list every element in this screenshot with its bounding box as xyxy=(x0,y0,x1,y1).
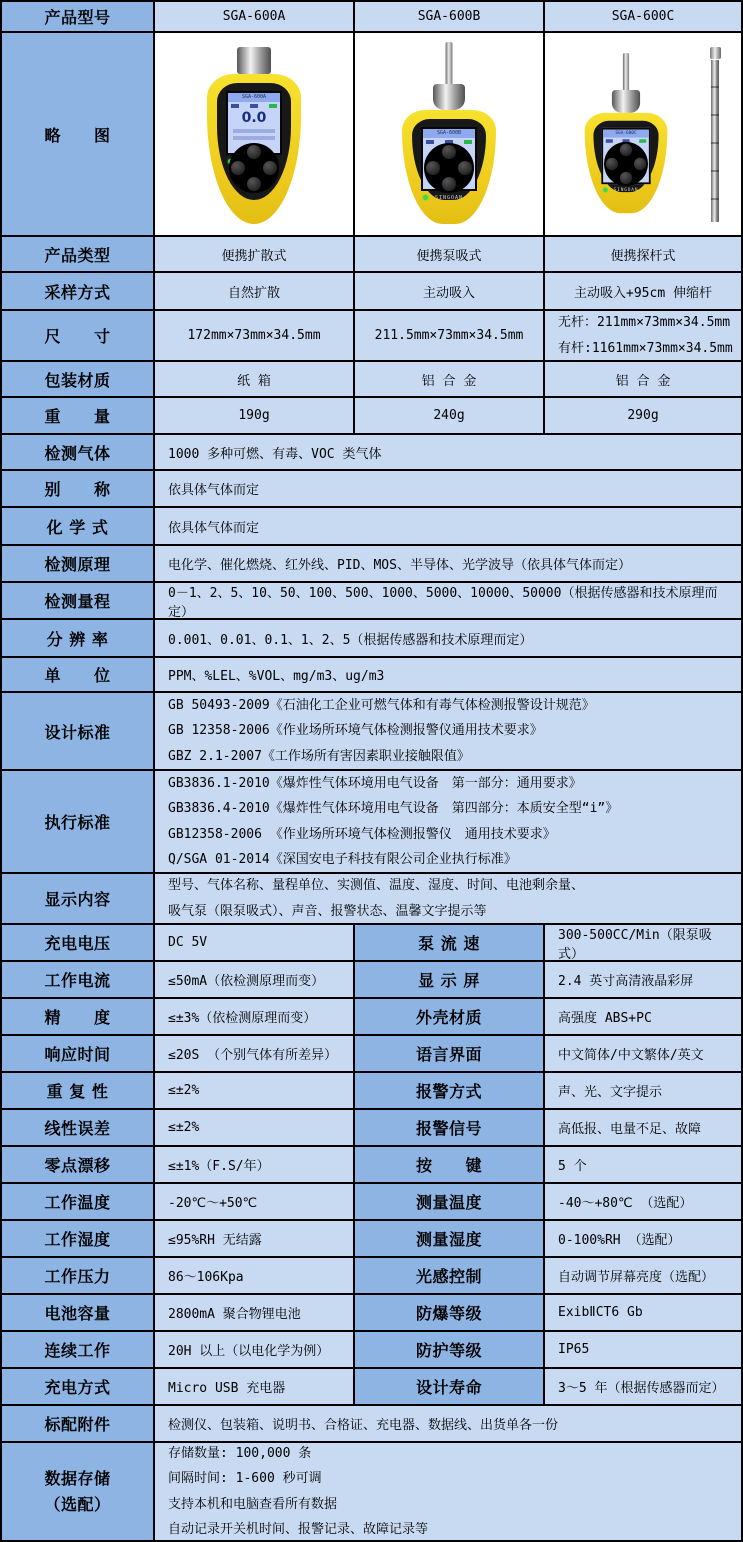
sensor-cap xyxy=(237,47,271,74)
accessories-value: 检测仪、包装箱、说明书、合格证、充电器、数据线、出货单各一份 xyxy=(155,1406,743,1443)
battery-capacity-value: 2800mA 聚合物锂电池 xyxy=(155,1295,355,1332)
row-exec-standard xyxy=(2,771,743,874)
row-data-storage xyxy=(2,1443,743,1542)
row-alias xyxy=(2,471,743,508)
row-chemical-formula xyxy=(2,508,743,546)
row-design-standard xyxy=(2,693,743,771)
charge-voltage-value: DC 5V xyxy=(155,925,355,962)
working-current-value: ≤50mA（依检测原理而变） xyxy=(155,962,355,999)
detection-range-value: 0－1、2、5、10、50、100、500、1000、5000、10000、50000（根据传感器和技术原理而定） xyxy=(155,583,743,620)
unit-label: 单 位 xyxy=(2,658,155,693)
row-sketch xyxy=(2,33,743,237)
row-detected-gas xyxy=(2,435,743,471)
weight-b: 240g xyxy=(355,398,545,435)
keypad xyxy=(229,143,279,193)
key-up xyxy=(619,144,631,156)
charge-voltage-label: 充电电压 xyxy=(2,925,155,962)
screen-model-text: SGA-600A xyxy=(228,93,280,102)
model-c-header: SGA-600C xyxy=(545,2,743,33)
explosion-proof-label: 防爆等级 xyxy=(355,1295,545,1332)
charge-method-value: Micro USB 充电器 xyxy=(155,1369,355,1406)
dimensions-c-rod: 有杆:1161mm×73mm×34.5mm xyxy=(558,340,733,356)
working-current-label: 工作电流 xyxy=(2,962,155,999)
row-working-pressure xyxy=(2,1258,743,1295)
row-response-time xyxy=(2,1036,743,1073)
sampling-probe xyxy=(622,53,628,92)
design-standard-line: GB 12358-2006《作业场所环境气体检测报警仪通用技术要求》 xyxy=(168,723,543,739)
battery-capacity-label: 电池容量 xyxy=(2,1295,155,1332)
gas-detector-pump xyxy=(389,42,509,226)
row-accuracy xyxy=(2,999,743,1036)
measure-temp-value: -40～+80℃ （选配） xyxy=(545,1184,743,1221)
weight-label: 重 量 xyxy=(2,398,155,435)
device-body xyxy=(584,113,667,213)
screen-model-text: SGA-600C xyxy=(603,130,649,138)
working-temp-label: 工作温度 xyxy=(2,1184,155,1221)
chemical-formula-label: 化 学 式 xyxy=(2,508,155,546)
product-type-b: 便携泵吸式 xyxy=(355,237,545,273)
data-storage-label-line: 数据存储 xyxy=(44,1469,111,1489)
buttons-label: 按 键 xyxy=(355,1147,545,1184)
row-display-content xyxy=(2,874,743,925)
display-content-line: 型号、气体名称、量程单位、实测值、温度、湿度、时间、电池剩余量、 xyxy=(168,878,585,894)
device-face xyxy=(412,119,486,200)
repeatability-label: 重 复 性 xyxy=(2,1073,155,1110)
key-left xyxy=(231,161,245,175)
light-control-value: 自动调节屏幕亮度（选配） xyxy=(545,1258,743,1295)
dimensions-b: 211.5mm×73mm×34.5mm xyxy=(355,311,545,362)
pump-speed-value: 300-500CC/Min（限泵吸式） xyxy=(545,925,743,962)
design-life-value: 3～5 年（根据传感器而定） xyxy=(545,1369,743,1406)
display-content-value xyxy=(155,874,743,925)
row-detection-range xyxy=(2,583,743,620)
detection-principle-label: 检测原理 xyxy=(2,546,155,583)
device-image-b xyxy=(355,33,545,237)
sampling-c: 主动吸入+95cm 伸缩杆 xyxy=(545,273,743,311)
data-storage-line: 间隔时间: 1-600 秒可调 xyxy=(168,1471,322,1487)
data-storage-label xyxy=(2,1443,155,1542)
design-standard-line: GB 50493-2009《石油化工企业可燃气体和有毒气体检测报警设计规范》 xyxy=(168,697,595,713)
buttons-value: 5 个 xyxy=(545,1147,743,1184)
product-type-a: 便携扩散式 xyxy=(155,237,355,273)
data-storage-label-line: （选配） xyxy=(44,1494,111,1514)
working-humidity-value: ≤95%RH 无结露 xyxy=(155,1221,355,1258)
telescopic-rod xyxy=(710,47,721,222)
row-resolution xyxy=(2,620,743,658)
explosion-proof-value: ExibⅡCT6 Gb xyxy=(545,1295,743,1332)
row-working-temp xyxy=(2,1184,743,1221)
zero-drift-value: ≤±1%（F.S/年） xyxy=(155,1147,355,1184)
row-packaging xyxy=(2,362,743,398)
display-content-line: 吸气泵（限泵吸式）、声音、报警状态、温馨文字提示等 xyxy=(168,903,487,919)
display-screen-value: 2.4 英寸高清液晶彩屏 xyxy=(545,962,743,999)
accuracy-label: 精 度 xyxy=(2,999,155,1036)
alias-label: 别 称 xyxy=(2,471,155,508)
row-repeatability xyxy=(2,1073,743,1110)
packaging-b: 铝 合 金 xyxy=(355,362,545,398)
sampling-method-label: 采样方式 xyxy=(2,273,155,311)
display-content-label: 显示内容 xyxy=(2,874,155,925)
shell-material-label: 外壳材质 xyxy=(355,999,545,1036)
exec-standard-line: GB3836.4-2010《爆炸性气体环境用电气设备 第四部分：本质安全型“i”》 xyxy=(168,801,619,817)
row-charge-method xyxy=(2,1369,743,1406)
key-right xyxy=(633,158,645,170)
pump-speed-label: 泵 流 速 xyxy=(355,925,545,962)
row-unit xyxy=(2,658,743,693)
row-linearity-error xyxy=(2,1110,743,1147)
key-left xyxy=(426,161,440,175)
device-face xyxy=(593,121,658,192)
unit-value: PPM、%LEL、%VOL、mg/m3、ug/m3 xyxy=(155,658,743,693)
detected-gas-label: 检测气体 xyxy=(2,435,155,471)
measure-humidity-label: 测量湿度 xyxy=(355,1221,545,1258)
key-right xyxy=(263,161,277,175)
key-down xyxy=(442,177,456,191)
row-product-model xyxy=(2,2,743,33)
weight-a: 190g xyxy=(155,398,355,435)
screen-model-text: SGA-600B xyxy=(423,129,475,138)
design-life-label: 设计寿命 xyxy=(355,1369,545,1406)
response-time-label: 响应时间 xyxy=(2,1036,155,1073)
display-screen-label: 显 示 屏 xyxy=(355,962,545,999)
exec-standard-value xyxy=(155,771,743,874)
key-up xyxy=(442,145,456,159)
exec-standard-label: 执行标准 xyxy=(2,771,155,874)
row-accessories xyxy=(2,1406,743,1443)
linearity-error-value: ≤±2% xyxy=(155,1110,355,1147)
protection-level-label: 防护等级 xyxy=(355,1332,545,1369)
zero-drift-label: 零点漂移 xyxy=(2,1147,155,1184)
sampling-b: 主动吸入 xyxy=(355,273,545,311)
keypad xyxy=(424,143,474,193)
measure-humidity-value: 0-100%RH （选配） xyxy=(545,1221,743,1258)
device-body xyxy=(402,110,496,224)
row-dimensions xyxy=(2,311,743,362)
linearity-error-label: 线性误差 xyxy=(2,1110,155,1147)
product-model-label: 产品型号 xyxy=(2,2,155,33)
screen-reading: 0.0 xyxy=(241,110,267,126)
accessories-label: 标配附件 xyxy=(2,1406,155,1443)
product-type-label: 产品类型 xyxy=(2,237,155,273)
model-a-header: SGA-600A xyxy=(155,2,355,33)
row-zero-drift xyxy=(2,1147,743,1184)
rod-tip xyxy=(710,47,721,59)
gas-detector-probe-rod xyxy=(573,53,679,215)
row-charge-voltage xyxy=(2,925,743,962)
measure-temp-label: 测量温度 xyxy=(355,1184,545,1221)
key-down xyxy=(619,172,631,184)
alarm-signal-value: 高低报、电量不足、故障 xyxy=(545,1110,743,1147)
screen-info-row xyxy=(233,136,275,140)
sampling-a: 自然扩散 xyxy=(155,273,355,311)
device-image-c xyxy=(545,33,743,237)
alarm-mode-value: 声、光、文字提示 xyxy=(545,1073,743,1110)
packaging-c: 铝 合 金 xyxy=(545,362,743,398)
screen-status-icons xyxy=(231,103,277,108)
device-body xyxy=(207,74,301,224)
row-product-type xyxy=(2,237,743,273)
keypad xyxy=(604,142,648,186)
rod-shaft xyxy=(711,60,719,222)
resolution-label: 分 辨 率 xyxy=(2,620,155,658)
exec-standard-line: Q/SGA 01-2014《深国安电子科技有限公司企业执行标准》 xyxy=(168,851,517,867)
row-battery-capacity xyxy=(2,1295,743,1332)
data-storage-line: 支持本机和电脑查看所有数据 xyxy=(168,1496,338,1512)
sampling-probe xyxy=(446,42,453,86)
light-control-label: 光感控制 xyxy=(355,1258,545,1295)
response-time-value: ≤20S （个别气体有所差异） xyxy=(155,1036,355,1073)
row-sampling-method xyxy=(2,273,743,311)
design-standard-line: GBZ 2.1-2007《工作场所有害因素职业接触限值》 xyxy=(168,748,470,764)
gas-detector-diffusion xyxy=(194,42,314,226)
model-b-header: SGA-600B xyxy=(355,2,545,33)
device-face xyxy=(217,83,291,200)
weight-c: 290g xyxy=(545,398,743,435)
protection-level-value: IP65 xyxy=(545,1332,743,1369)
chemical-formula-value: 依具体气体而定 xyxy=(155,508,743,546)
language-label: 语言界面 xyxy=(355,1036,545,1073)
sensor-cap xyxy=(611,90,639,113)
dimensions-label: 尺 寸 xyxy=(2,311,155,362)
key-up xyxy=(247,145,261,159)
screen-info-row xyxy=(233,129,275,133)
alias-value: 依具体气体而定 xyxy=(155,471,743,508)
row-continuous-work xyxy=(2,1332,743,1369)
sensor-cap xyxy=(433,84,465,110)
alarm-mode-label: 报警方式 xyxy=(355,1073,545,1110)
accuracy-value: ≤±3%（依检测原理而变） xyxy=(155,999,355,1036)
design-standard-value xyxy=(155,693,743,771)
dimensions-c-norod: 无杆：211mm×73mm×34.5mm xyxy=(558,315,731,331)
charge-method-label: 充电方式 xyxy=(2,1369,155,1406)
working-pressure-value: 86～106Kpa xyxy=(155,1258,355,1295)
dimensions-a: 172mm×73mm×34.5mm xyxy=(155,311,355,362)
continuous-work-value: 20H 以上（以电化学为例） xyxy=(155,1332,355,1369)
row-detection-principle xyxy=(2,546,743,583)
packaging-a: 纸 箱 xyxy=(155,362,355,398)
continuous-work-label: 连续工作 xyxy=(2,1332,155,1369)
key-down xyxy=(247,177,261,191)
key-left xyxy=(605,158,617,170)
data-storage-value xyxy=(155,1443,743,1542)
design-standard-label: 设计标准 xyxy=(2,693,155,771)
sketch-label: 略 图 xyxy=(2,33,155,237)
brand-label: SINGOAN xyxy=(434,195,464,201)
device-image-a xyxy=(155,33,355,237)
data-storage-line: 存储数量: 100,000 条 xyxy=(168,1445,312,1461)
resolution-value: 0.001、0.01、0.1、1、2、5（根据传感器和技术原理而定） xyxy=(155,620,743,658)
exec-standard-line: GB3836.1-2010《爆炸性气体环境用电气设备 第一部分：通用要求》 xyxy=(168,775,582,791)
dimensions-c xyxy=(545,311,743,362)
detection-principle-value: 电化学、催化燃烧、红外线、PID、MOS、半导体、光学波导（依具体气体而定） xyxy=(155,546,743,583)
data-storage-line: 自动记录开关机时间、报警记录、故障记录等 xyxy=(168,1521,429,1537)
working-temp-value: -20℃～+50℃ xyxy=(155,1184,355,1221)
exec-standard-line: GB12358-2006 《作业场所环境气体检测报警仪 通用技术要求》 xyxy=(168,826,556,842)
row-weight xyxy=(2,398,743,435)
detected-gas-value: 1000 多种可燃、有毒、VOC 类气体 xyxy=(155,435,743,471)
key-right xyxy=(458,161,472,175)
row-working-current xyxy=(2,962,743,999)
shell-material-value: 高强度 ABS+PC xyxy=(545,999,743,1036)
brand-label: SINGOAN xyxy=(613,187,638,193)
repeatability-value: ≤±2% xyxy=(155,1073,355,1110)
working-humidity-label: 工作湿度 xyxy=(2,1221,155,1258)
alarm-signal-label: 报警信号 xyxy=(355,1110,545,1147)
product-type-c: 便携探杆式 xyxy=(545,237,743,273)
language-value: 中文简体/中文繁体/英文 xyxy=(545,1036,743,1073)
detection-range-label: 检测量程 xyxy=(2,583,155,620)
row-working-humidity xyxy=(2,1221,743,1258)
working-pressure-label: 工作压力 xyxy=(2,1258,155,1295)
packaging-label: 包装材质 xyxy=(2,362,155,398)
